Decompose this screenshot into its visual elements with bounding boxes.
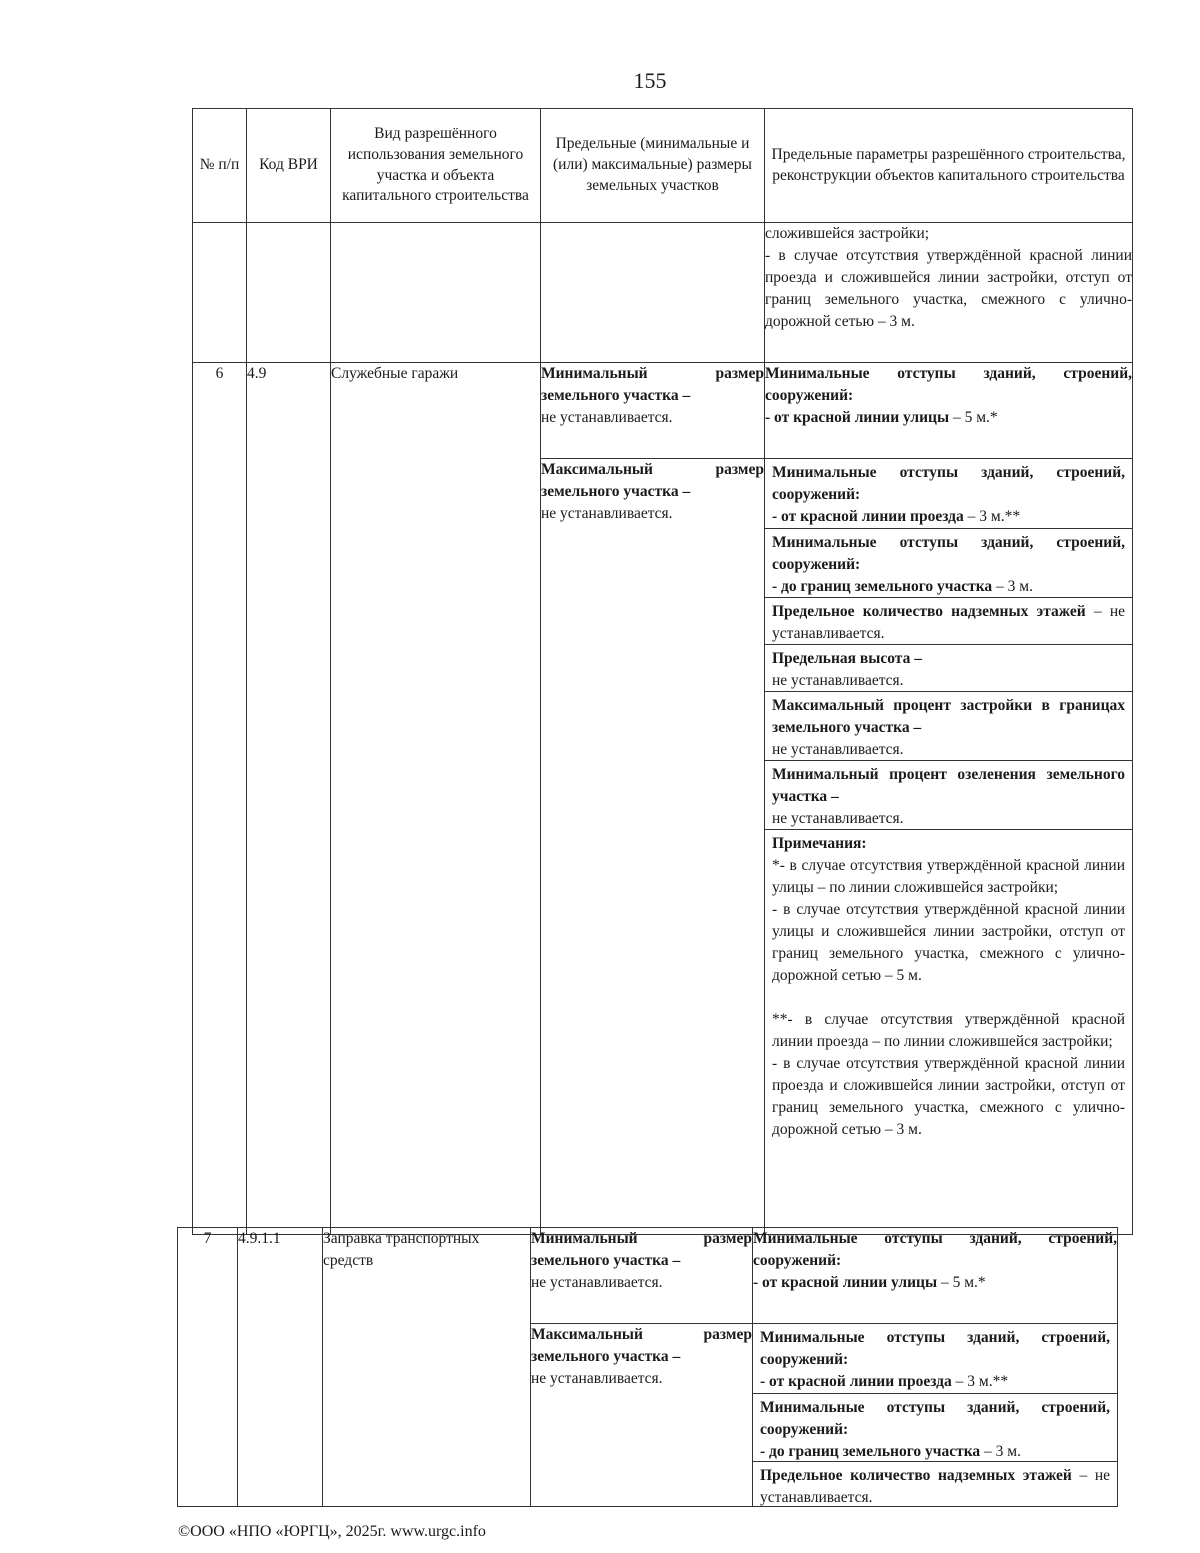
row7-param-street-setback: Минимальные отступы зданий, строений, сооружений: - от красной линии улицы – 5 м.* — [753, 1228, 1118, 1324]
row6-use-name: Служебные гаражи — [331, 363, 541, 1235]
header-number: № п/п — [193, 109, 247, 223]
header-plot-size: Предельные (минимальные и (или) максимальные) размеры земельных участков — [541, 109, 765, 223]
table-row-6 — [193, 363, 1133, 459]
regulations-table-row7 — [177, 1227, 1118, 1507]
row7-param-driveway-setback: Минимальные отступы зданий, строений, сооружений: - от красной линии проезда – 3 м.** — [753, 1324, 1117, 1394]
row7-max-size: Максимальный размер земельного участка – не устанавливается. — [531, 1324, 753, 1507]
footer-copyright: ©ООО «НПО «ЮРГЦ», 2025г. www.urgc.info — [178, 1523, 486, 1540]
row7-code: 4.9.1.1 — [238, 1228, 323, 1507]
row6-number: 6 — [193, 363, 247, 1235]
row6-params-block — [765, 459, 1133, 1235]
row6-param-street-setback: Минимальные отступы зданий, строений, сооружений: - от красной линии улицы – 5 м.* — [765, 363, 1133, 459]
table-row-7 — [178, 1228, 1118, 1324]
row7-min-size: Минимальный размер земельного участка – не устанавливается. — [531, 1228, 753, 1324]
table-row-continuation — [193, 223, 1133, 363]
row6-notes: Примечания: *- в случае отсутствия утверждённой красной линии улицы – по линии сложившейся застройки; - в случае отсутствия утверждённой красной линии улицы и сложившейся линии застройки, отступ от границ земельного участка, смежного с улично-дорожной сетью – 5 м. **- в случае отсутствия утверждённой красной линии проезда – по линии сложившейся застройки; - в случае отсутствия утверждённой красной линии проезда и сложившейся линии застройки, отступ от границ земельного участка, смежного с улично-дорожной сетью – 3 м. — [772, 835, 1125, 1138]
row6-param-floors: Предельное количество надземных этажей – не устанавливается. — [765, 598, 1132, 645]
row6-min-size: Минимальный размер земельного участка – не устанавливается. — [541, 363, 765, 459]
row6-param-boundary-setback: Минимальные отступы зданий, строений, сооружений: - до границ земельного участка – 3 м. — [765, 529, 1132, 598]
header-code: Код ВРИ — [247, 109, 331, 223]
page-number: 155 — [633, 68, 667, 93]
regulations-table — [192, 108, 1133, 1235]
row7-params-block — [753, 1324, 1118, 1507]
header-use-type: Вид разрешённого использования земельного участка и объекта капитального строительства — [331, 109, 541, 223]
row6-param-greenery-percent: Минимальный процент озеленения земельного участка – не устанавливается. — [765, 761, 1132, 830]
row6-max-size: Максимальный размер земельного участка – не устанавливается. — [541, 459, 765, 1235]
row6-code: 4.9 — [247, 363, 331, 1235]
row6-param-height: Предельная высота – не устанавливается. — [765, 645, 1132, 692]
row7-param-floors: Предельное количество надземных этажей – не устанавливается. — [760, 1467, 1110, 1506]
header-parameters: Предельные параметры разрешённого строительства, реконструкции объектов капитального строительства — [765, 109, 1133, 223]
row7-number: 7 — [178, 1228, 238, 1507]
row7-param-boundary-setback: Минимальные отступы зданий, строений, сооружений: - до границ земельного участка – 3 м. — [753, 1394, 1117, 1462]
row6-param-driveway-setback: Минимальные отступы зданий, строений, сооружений: - от красной линии проезда – 3 м.** — [765, 459, 1132, 529]
row6-param-building-percent: Максимальный процент застройки в границах земельного участка – не устанавливается. — [765, 692, 1132, 761]
continuation-cell: сложившейся застройки; - в случае отсутствия утверждённой красной линии проезда и сложившейся линии застройки, отступ от границ земельного участка, смежного с улично-дорожной сетью – 3 м. — [765, 223, 1133, 363]
row7-use-name: Заправка транспортных средств — [323, 1228, 531, 1507]
table-header — [193, 109, 1133, 223]
